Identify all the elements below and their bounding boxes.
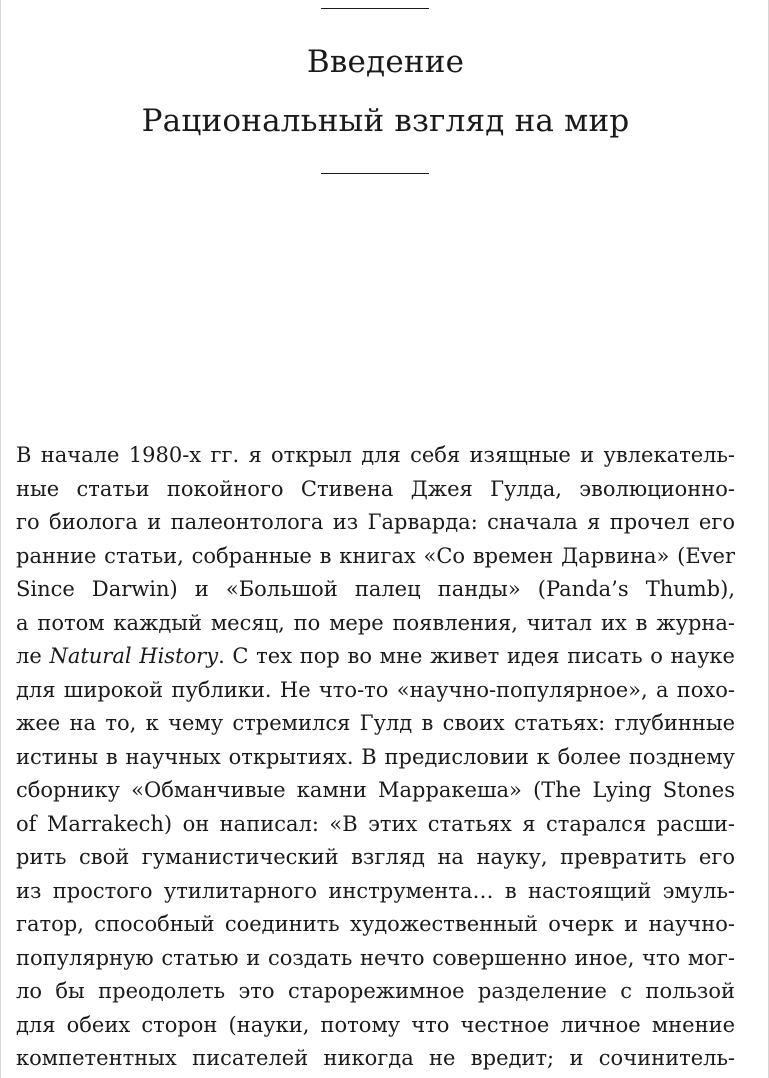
text-line: В начале 1980-х гг. я открыл для себя изящные и увлекатель- [16,443,735,467]
text-line: для обеих сторон (науки, потому что честное личное мнение [16,1012,735,1037]
chapter-title: Рациональный взгляд на мир [141,103,630,139]
text-line: сборнику «Обманчивые камни Марракеша» (The Lying Stones [16,778,735,802]
text-segment: . С тех пор во мне живет идея писать о науке [218,644,735,668]
text-line: истины в научных открытиях. В предисловии к более позднему [16,744,735,769]
text-line: а потом каждый месяц, по мере появления, читал их в журна- [16,610,735,635]
bottom-divider [321,173,429,174]
chapter-label: Введение [306,44,465,80]
text-line: жее на то, к чему стремился Гулд в своих статьях: глубинные [16,711,735,735]
top-divider [321,8,429,9]
text-line: ло бы преодолеть это старорежимное разделение с пользой [16,979,735,1003]
text-line: гатор, способный соединить художественный очерк и научно- [16,912,735,936]
text-line [16,640,735,674]
journal-title: Natural History [49,644,219,668]
text-line: го биолога и палеонтолога из Гарварда: сначала я прочел его [16,510,735,534]
text-line: рить свой гуманистический взгляд на науку, превратить его [16,845,735,869]
text-line: ранние статьи, собранные в книгах «Со времен Дарвина» (Ever [16,543,735,568]
text-line: of Marrakech) он написал: «В этих статьях я старался расши- [16,811,735,836]
text-line: компетентных писателей никогда не вредит; и сочинитель- [16,1046,735,1070]
text-line: Since Darwin) и «Большой палец панды» (Panda’s Thumb), [16,577,735,601]
text-segment: ле [16,644,50,668]
text-line: ные статьи покойного Стивена Джея Гулда, эволюционно- [16,476,735,501]
text-line: популярную статью и создать нечто совершенно иное, что мог- [16,945,735,970]
text-line: из простого утилитарного инструмента… в настоящий эмуль- [16,878,735,903]
body-paragraph [16,439,735,1076]
text-line: для широкой публики. Не что-то «научно-популярное», а похо- [16,677,735,702]
